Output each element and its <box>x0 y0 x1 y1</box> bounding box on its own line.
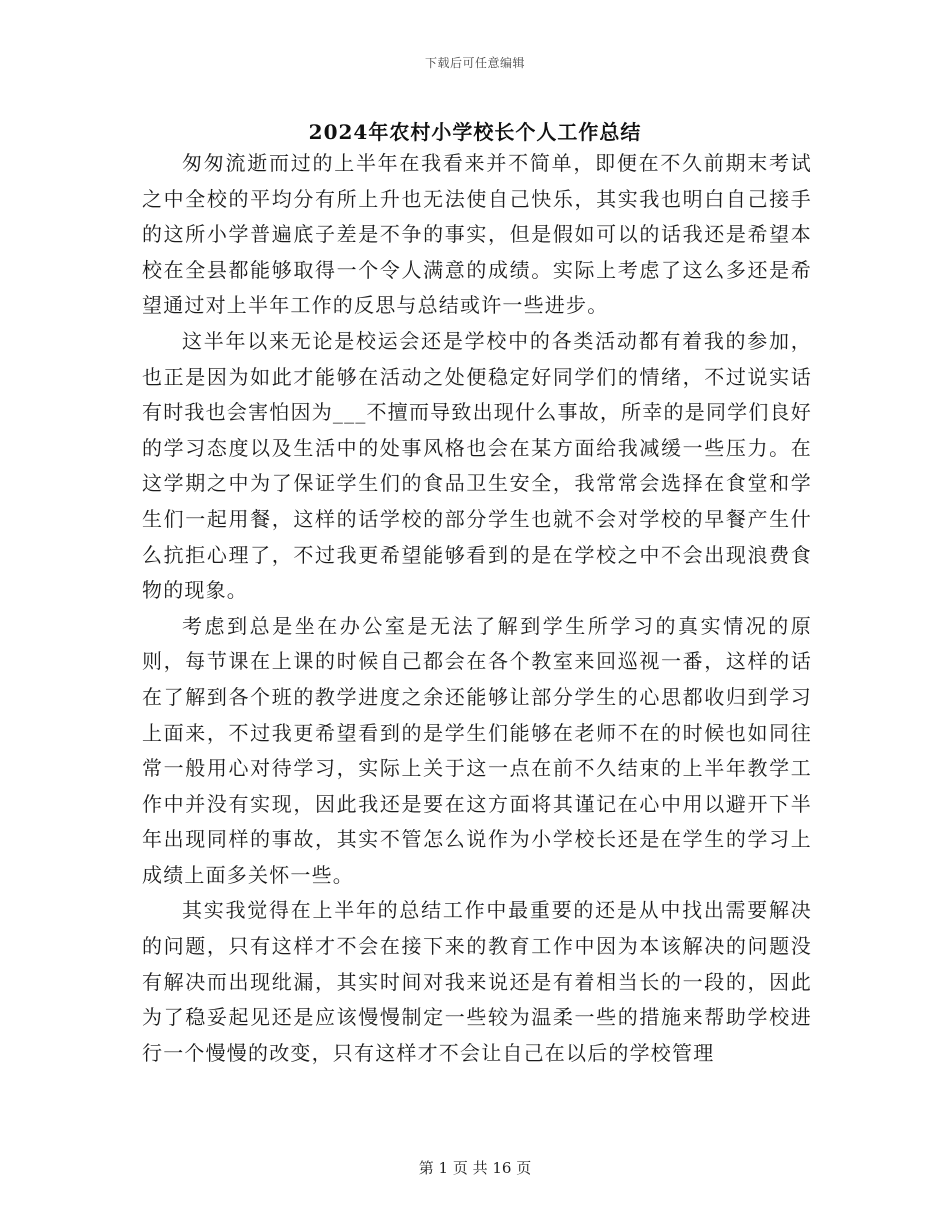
document-title: 2024年农村小学校长个人工作总结 <box>308 120 642 144</box>
paragraph: 这半年以来无论是校运会还是学校中的各类活动都有着我的参加，也正是因为如此才能够在活动之处便稳定好同学们的情绪，不过说实话有时我也会害怕因为___不擅而导致出现什么事故，所幸的是同学们良好的学习态度以及生活中的处事风格也会在某方面给我减缓一些压力。在这学期之中为了保证学生们的食品卫生安全，我常常会选择在食堂和学生们一起用餐，这样的话学校的部分学生也就不会对学校的早餐产生什么抗拒心理了，不过我更希望能够看到的是在学校之中不会出现浪费食物的现象。 <box>142 328 812 603</box>
page-number: 第 1 页 共 16 页 <box>418 1159 532 1177</box>
paragraph: 匆匆流逝而过的上半年在我看来并不简单，即便在不久前期末考试之中全校的平均分有所上升也无法使自己快乐，其实我也明白自己接手的这所小学普遍底子差是不争的事实，但是假如可以的话我还是希望本校在全县都能够取得一个令人满意的成绩。实际上考虑了这么多还是希望通过对上半年工作的反思与总结或许一些进步。 <box>142 151 812 318</box>
paragraph: 考虑到总是坐在办公室是无法了解到学生所学习的真实情况的原则，每节课在上课的时候自己都会在各个教室来回巡视一番，这样的话在了解到各个班的教学进度之余还能够让部分学生的心思都收归到学习上面来，不过我更希望看到的是学生们能够在老师不在的时候也如同往常一般用心对待学习，实际上关于这一点在前不久结束的上半年教学工作中并没有实现，因此我还是要在这方面将其谨记在心中用以避开下半年出现同样的事故，其实不管怎么说作为小学校长还是在学生的学习上成绩上面多关怀一些。 <box>142 613 812 887</box>
header-note: 下载后可任意编辑 <box>424 56 525 70</box>
paragraph: 其实我觉得在上半年的总结工作中最重要的还是从中找出需要解决的问题，只有这样才不会在接下来的教育工作中因为本该解决的问题没有解决而出现纰漏，其实时间对我来说还是有着相当长的一段的，因此为了稳妥起见还是应该慢慢制定一些较为温柔一些的措施来帮助学校进行一个慢慢的改变，只有这样才不会让自己在以后的学校管理 <box>142 898 812 1065</box>
document-body <box>142 146 812 1071</box>
